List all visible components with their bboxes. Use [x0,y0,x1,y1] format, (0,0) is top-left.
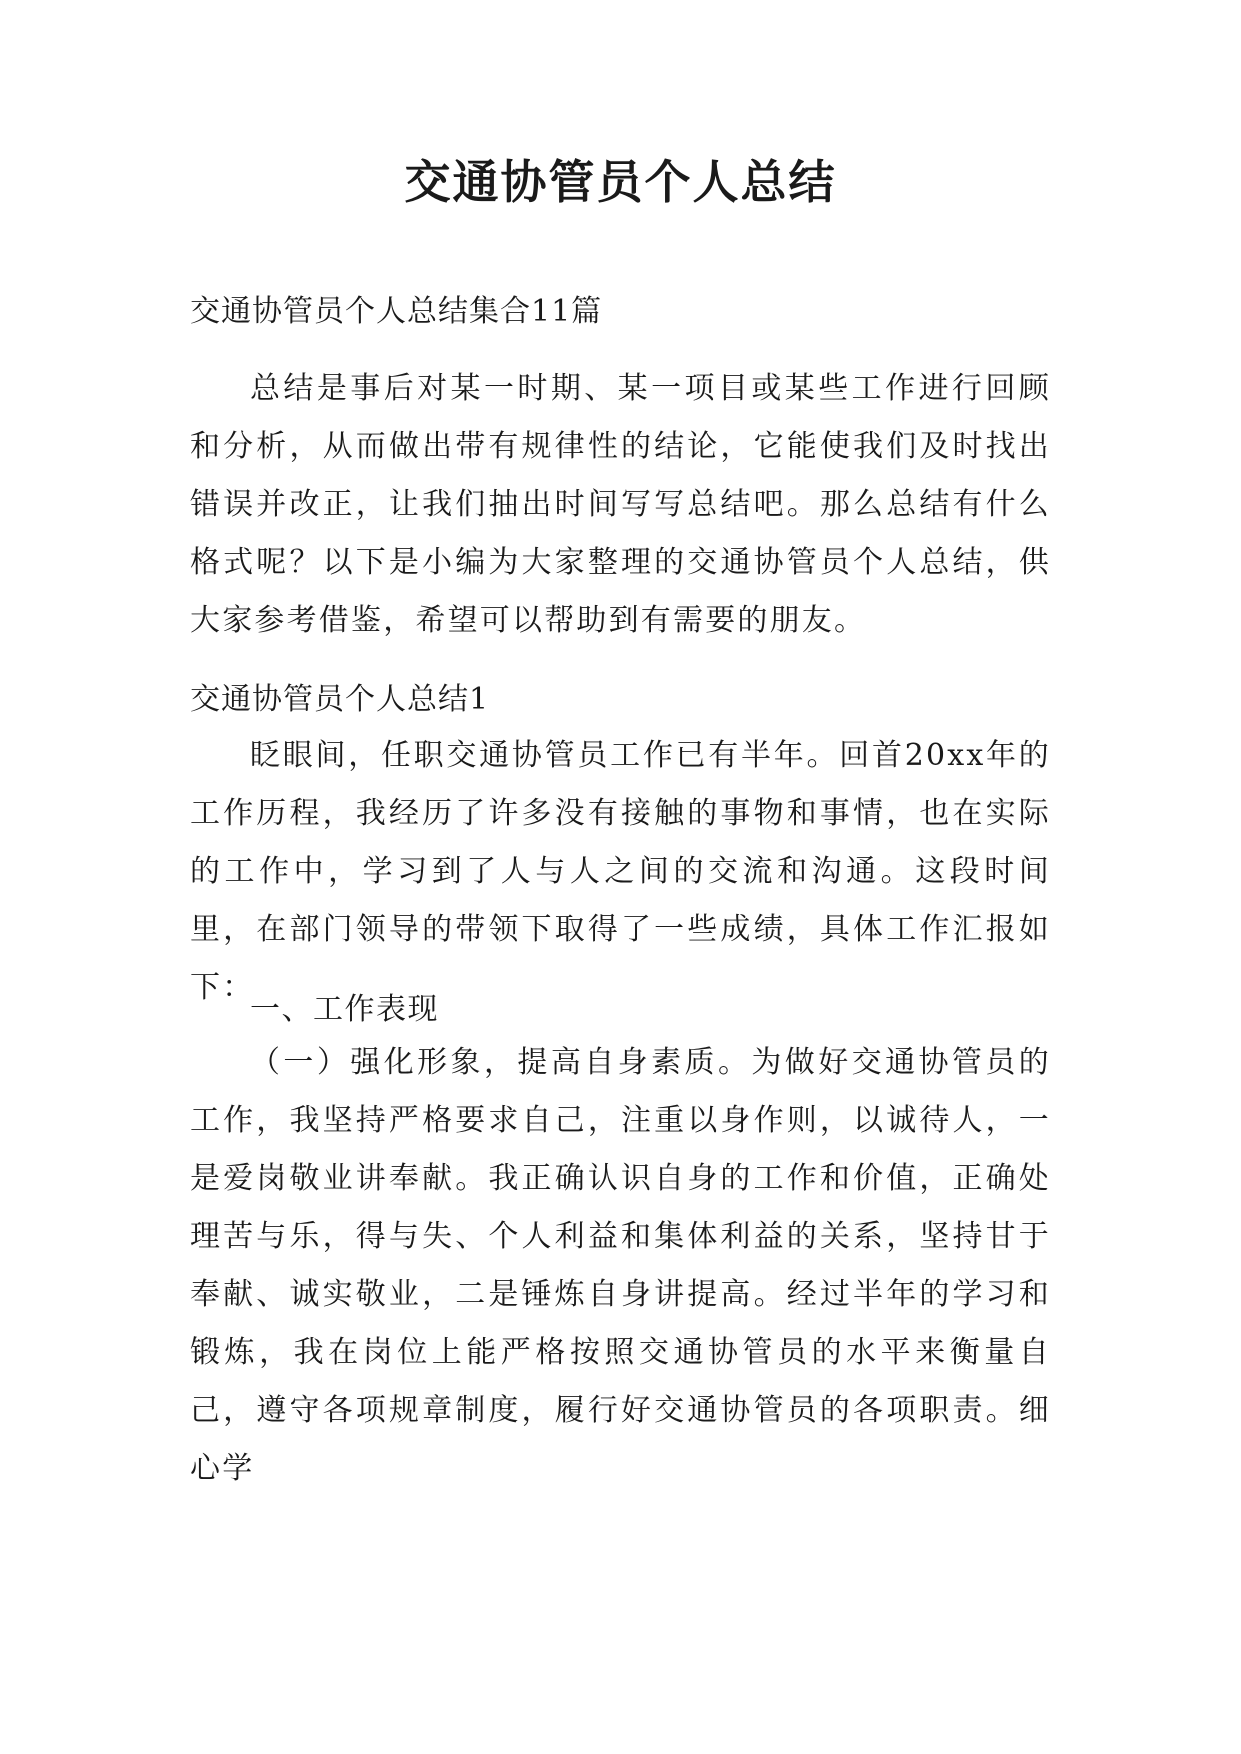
section1-paragraph2: （一）强化形象，提高自身素质。为做好交通协管员的工作，我坚持严格要求自己，注重以身作则，以诚待人，一是爱岗敬业讲奉献。我正确认识自身的工作和价值，正确处理苦与乐，得与失、个人利益和集体利益的关系，坚持甘于奉献、诚实敬业，二是锤炼自身讲提高。经过半年的学习和锻炼，我在岗位上能严格按照交通协管员的水平来衡量自己，遵守各项规章制度，履行好交通协管员的各项职责。细心学 [190,1045,1051,1486]
section1-paragraph: 眨眼间，任职交通协管员工作已有半年。回首20xx年的工作历程，我经历了许多没有接触的事物和事情，也在实际的工作中，学习到了人与人之间的交流和沟通。这段时间里，在部门领导的带领下取得了一些成绩，具体工作汇报如下： [190,738,1051,1005]
section-heading: 交通协管员个人总结1 [190,682,490,717]
intro-paragraph: 总结是事后对某一时期、某一项目或某些工作进行回顾和分析，从而做出带有规律性的结论，它能使我们及时找出错误并改正，让我们抽出时间写写总结吧。那么总结有什么格式呢？以下是小编为大家整理的交通协管员个人总结，供大家参考借鉴，希望可以帮助到有需要的朋友。 [190,371,1051,638]
intro-paragraph-block [190,360,1051,650]
section1-paragraph-block [190,727,1051,1017]
document-subtitle: 交通协管员个人总结集合11篇 [190,294,603,329]
section1-paragraph2-block [190,1034,1051,1498]
page-title: 交通协管员个人总结 [404,155,837,209]
sub-heading: 一、工作表现 [250,992,439,1027]
